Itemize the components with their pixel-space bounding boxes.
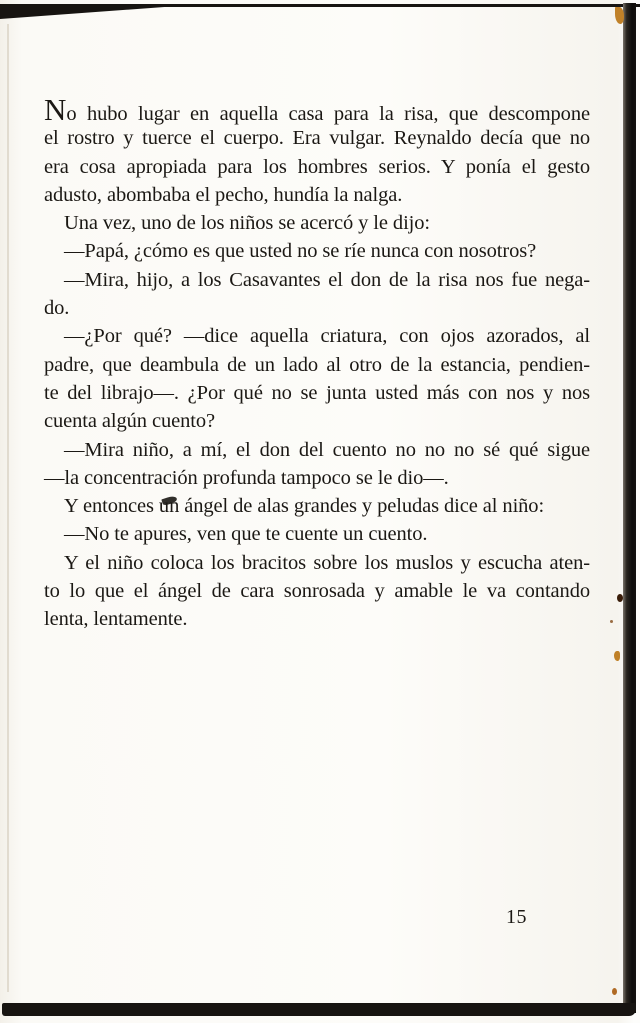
text-line: —la concentración profunda tampoco se le dio—. [44,466,449,489]
foxing-stain [615,7,624,24]
foxing-stain [614,651,620,661]
spine-crease-line [7,24,9,992]
text-line: —Mira niño, a mí, el don del cuento no no no sé qué sigue [64,438,590,461]
page-number: 15 [506,906,527,928]
foxing-stain [610,620,613,623]
text-line: adusto, abombaba el pecho, hundía la nalga. [44,183,403,206]
text-line: do. [44,297,70,320]
text-line: Una vez, uno de los niños se acercó y le dijo: [64,212,431,235]
text-line: Y el niño coloca los bracitos sobre los muslos y escucha aten- [64,551,590,574]
text-line: padre, que deambula de un lado al otro de la estancia, pendien- [44,353,590,376]
drop-cap-initial: N [44,92,67,127]
text-line: to lo que el ángel de cara sonrosada y amable le va contando [44,580,590,603]
text-line: era cosa apropiada para los hombres serios. Y ponía el gesto [44,155,590,178]
text-line: —Papá, ¿cómo es que usted no se ríe nunca con nosotros? [64,240,537,263]
foxing-stain [617,594,623,602]
scan-corner-shadow [0,6,178,19]
text-line: —Mira, hijo, a los Casavantes el don de la risa nos fue nega- [64,268,590,291]
text-line: —No te apures, ven que te cuente un cuento. [64,523,428,546]
text-line: lenta, lentamente. [44,608,188,631]
scan-right-edge [623,3,636,1013]
text-line: —¿Por qué? —dice aquella criatura, con ojos azorados, al [64,325,590,348]
text-line: cuenta algún cuento? [44,410,216,433]
text-line: Y entonces un ángel de alas grandes y peludas dice al niño: [64,495,545,518]
body-text [44,92,590,634]
text-line: te del librajo—. ¿Por qué no se junta usted más con nos y nos [44,381,590,404]
text-line: No hubo lugar en aquella casa para la risa, que descompone [44,92,590,127]
foxing-stain [612,988,617,995]
scan-bottom-edge [2,1003,636,1016]
text-line: el rostro y tuerce el cuerpo. Era vulgar. Reynaldo decía que no [44,127,590,150]
